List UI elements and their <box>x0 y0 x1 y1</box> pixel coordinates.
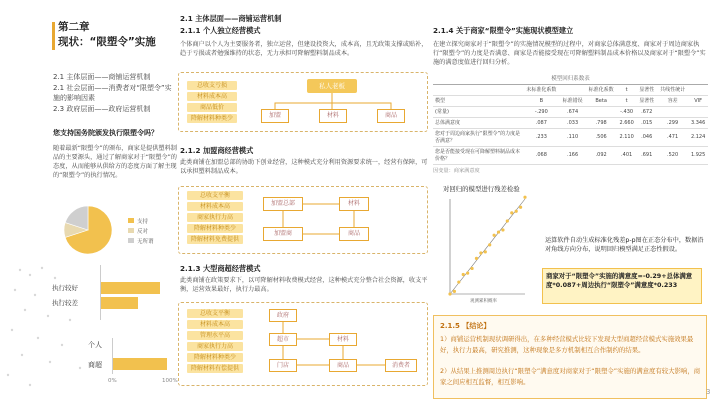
table-cell: .299 <box>657 118 688 129</box>
table-row <box>433 96 708 107</box>
table-cell: 显著性 <box>636 85 656 96</box>
legend-label: 支持 <box>137 219 149 225</box>
section-2-1-2-title: 2.1.2 加盟商经营模式 <box>180 146 254 155</box>
bar-supermarket <box>112 358 167 370</box>
legend-swatch-neutral <box>128 238 134 243</box>
bottom-label-supermarket: 商超 <box>88 361 102 369</box>
pp-point <box>466 272 469 275</box>
section-2-1-title: 2.1 主体层面——商铺运营机制 <box>180 14 282 23</box>
table-cell: 共线性统计 <box>657 85 688 96</box>
toc-item[interactable]: 2.3 政府层面——政府运营机制 <box>53 104 151 113</box>
diagram-tag: 总收支平衡 <box>187 191 243 200</box>
table <box>433 84 708 165</box>
table-cell: -.430 <box>617 107 637 118</box>
pp-point <box>453 290 456 293</box>
table-cell: .506 <box>586 129 617 147</box>
section-2-1-2-body: 此类商铺在加盟总部的协助下创业经营，这种模式充分利用资源要求统一，经营有保障，可以承担塑料制品成本。 <box>180 159 428 176</box>
table-of-contents <box>53 72 173 114</box>
diagram-franchise <box>178 186 428 254</box>
diagram-node: 加盟总部 <box>263 197 303 211</box>
section-2-1-1-title: 2.1.1 个人独立经营模式 <box>180 26 261 35</box>
pp-point <box>470 267 473 270</box>
pp-point <box>493 234 496 237</box>
table-title: 模型回归系数表 <box>551 76 590 82</box>
diagram-tag: 总收支亏损 <box>187 81 237 90</box>
table-cell: 模型 <box>433 96 523 107</box>
bottom-label-individual: 个人 <box>88 341 102 349</box>
table-cell <box>560 85 586 96</box>
diagram-tag: 总收支平衡 <box>187 309 243 318</box>
table-cell <box>433 85 523 96</box>
diagram-tag: 降解材料种类少 <box>187 114 237 123</box>
axis-tick: 100% <box>162 378 178 384</box>
table-cell: 1.925 <box>688 147 708 165</box>
section-2-1-3-title: 2.1.3 大型商超经营模式 <box>180 264 261 273</box>
table-cell <box>688 107 708 118</box>
diagram-tag: 材料成本高 <box>187 202 243 211</box>
table-cell: .166 <box>560 147 586 165</box>
residual-check-title: 对回归的模型进行残差检验 <box>443 185 520 193</box>
pp-point <box>462 273 465 276</box>
table-cell: .674 <box>560 107 586 118</box>
conclusion-box <box>433 315 707 399</box>
regression-table <box>433 74 708 174</box>
section-2-1-3-body: 此类商铺在政策要求下，以可降解材料收费模式经营，这种模式充分整合社会资源，收支平衡，运营效果最好，执行力最高。 <box>180 277 428 294</box>
table-cell <box>657 107 688 118</box>
table-cell: 总体满意度 <box>433 118 523 129</box>
conclusion-p1: 1）商铺运营机制现状调研得出，在多种经营模式比较下发现大型商超经营模式实施效果最好，执行力最高，研究推测，这种现象是多方机制相互合作制约的结果。 <box>440 335 694 354</box>
diagram-node: 政府 <box>269 309 297 322</box>
table-cell: 2.110 <box>617 129 637 147</box>
pp-point <box>479 251 482 254</box>
pp-point <box>448 292 451 295</box>
table-cell: Beta <box>586 96 617 107</box>
pp-point <box>497 230 500 233</box>
bar-label-poor: 执行较差 <box>52 299 78 307</box>
diagram-tag: 降解材料种类少 <box>187 353 243 362</box>
table-cell: .691 <box>636 147 656 165</box>
axis-tick: 0% <box>108 378 117 384</box>
residual-explanation: 运算软件自动生成标准化残差p-p图在正态分布中，数据沿对角线方向分布，说明回归模型满足正态性假设。 <box>545 237 704 254</box>
table-cell: 显著性 <box>636 96 656 107</box>
table-row <box>433 118 708 129</box>
conclusion-p2: 2）从结果上推测周边执行“限塑令”满意度对商家对于“限塑令”实施的满意度有较大影响，商家之间应相互监督，相互影响。 <box>440 367 701 386</box>
table-cell: .471 <box>657 129 688 147</box>
table-cell: 您是否能接受现在可降解塑料制品成本价格？ <box>433 147 523 165</box>
table-cell <box>688 85 708 96</box>
table-cell: t <box>617 85 637 96</box>
pp-point <box>510 211 513 214</box>
table-cell: 您对于周边商家执行“限塑令”的力度是否满意？ <box>433 129 523 147</box>
survey-question: 您支持国务院颁发执行限塑令吗？ <box>53 129 158 137</box>
table-cell: .087 <box>523 118 560 129</box>
pp-point <box>457 280 460 283</box>
diagram-individual <box>178 72 428 132</box>
pp-point <box>506 219 509 222</box>
diagram-tag: 商家执行力高 <box>187 213 243 222</box>
table-cell: .672 <box>636 107 656 118</box>
table-cell: .520 <box>657 147 688 165</box>
table-cell: .110 <box>560 129 586 147</box>
bar-label-good: 执行较好 <box>52 284 78 292</box>
pp-point <box>501 228 504 231</box>
table-cell: VIF <box>688 96 708 107</box>
diagram-node: 商品 <box>339 227 369 241</box>
diagram-tag: 降解材料有偿提供 <box>187 364 243 373</box>
chapter-title: 第二章 现状：“限塑令”实施 <box>58 21 156 48</box>
table-cell: -.290 <box>523 107 560 118</box>
diagram-node: 商品 <box>377 109 405 123</box>
pp-point <box>519 206 522 209</box>
table-cell: 3.346 <box>688 118 708 129</box>
diagram-node: 门店 <box>269 359 297 372</box>
table-cell: B <box>523 96 560 107</box>
regression-formula: 商家对于“限塑令”实施的满意度=-0.29+总体满意度*0.087+周边执行“限塑令”满意度*0.233 <box>542 268 702 304</box>
bar-axis <box>100 265 101 320</box>
bar-good <box>100 282 160 294</box>
legend-label: 无所谓 <box>137 239 154 245</box>
table-cell: .068 <box>523 147 560 165</box>
survey-question-body: 随着最新“限塑令”的颁布，商家是提供塑料制品的主要源头，通过了解商家对于“限塑令”的态度，从而能够从供给方的态度方面了解主现的“限塑令”的执行情况。 <box>53 145 177 179</box>
diagram-node: 加盟商 <box>263 227 303 241</box>
table-cell: .798 <box>586 118 617 129</box>
section-2-1-1-body: 个体商户以个人为主要服务者，独立运营，但建设投资大，成本高，且无政策支撑或贴补，趋于亏损或者勉强维持的状态，无力承担可降解塑料制品成本。 <box>180 41 428 58</box>
table-cell: 标准化系数 <box>586 85 617 96</box>
section-2-1-4-body: 在建立探究商家对于“限塑令”的实施情况模型的过程中，对商家总体满意度、商家对于周边商家执行“限塑令”的力度是否满意、商家是否能接受现在可降解塑料制品成本价格以及商家对于“限塑令”实施的满意度值进行回归分析。 <box>433 41 706 67</box>
table-cell: .033 <box>560 118 586 129</box>
diagram-tag: 商品低价 <box>187 103 237 112</box>
bar-poor <box>100 297 138 309</box>
conclusion-title: 2.1.5 【结论】 <box>440 322 491 330</box>
page-number: 3 <box>706 388 711 396</box>
diagram-tag: 商家执行力高 <box>187 342 243 351</box>
pp-point <box>475 257 478 260</box>
table-cell: .015 <box>636 118 656 129</box>
residual-axis-label: 观测累积概率 <box>470 299 497 304</box>
diagram-owner-node: 私人老板 <box>307 79 357 93</box>
table-cell: .046 <box>636 129 656 147</box>
pp-point <box>484 250 487 253</box>
diagram-node: 材料 <box>329 333 357 346</box>
diagram-node: 超市 <box>269 333 297 346</box>
pp-point <box>523 196 526 199</box>
diagram-node: 消费者 <box>385 359 417 372</box>
diagram-tag: 材料成本高 <box>187 320 243 329</box>
table-cell <box>586 107 617 118</box>
diagram-supermarket <box>178 302 428 386</box>
diagram-tag: 管理水平高 <box>187 331 243 340</box>
table-cell: 2.124 <box>688 129 708 147</box>
table-note: 因变量：商家满意度 <box>433 168 480 174</box>
table-cell: 2.660 <box>617 118 637 129</box>
legend-swatch-oppose <box>128 228 134 233</box>
pp-point <box>515 210 518 213</box>
toc-item[interactable]: 2.1 社会层面——消费者对“限塑令”实施的影响因素 <box>53 83 172 102</box>
table-cell: .092 <box>586 147 617 165</box>
diagram-tag: 材料成本高 <box>187 92 237 101</box>
diagram-connectors <box>179 187 429 255</box>
table-row <box>433 129 708 147</box>
diagram-tag: 降解材料种类少 <box>187 224 243 233</box>
diagram-node: 商品 <box>329 359 357 372</box>
toc-item[interactable]: 2.1 主体层面——商铺运营机制 <box>53 73 151 81</box>
residual-pp-plot <box>440 194 530 304</box>
legend-swatch-support <box>128 218 134 223</box>
section-2-1-4-title: 2.1.4 关于商家“限塑令”实施现状模型建立 <box>433 26 574 35</box>
diagram-node: 材料 <box>339 197 369 211</box>
table-cell: .233 <box>523 129 560 147</box>
diagram-tag: 降解材料免费提供 <box>187 235 243 244</box>
table-cell: t <box>617 96 637 107</box>
diagram-node: 材料 <box>319 109 347 123</box>
diagram-connectors <box>179 303 429 387</box>
diagram-connectors <box>179 73 429 133</box>
legend-label: 反对 <box>137 229 149 235</box>
table-row <box>433 85 708 96</box>
background-world-map-texture <box>0 250 180 405</box>
table-row <box>433 107 708 118</box>
table-cell: .401 <box>617 147 637 165</box>
diagram-node: 加盟 <box>261 109 289 123</box>
pp-point <box>488 243 491 246</box>
table-cell: (常量) <box>433 107 523 118</box>
chapter-accent-bar <box>52 22 55 50</box>
table-cell: 容差 <box>657 96 688 107</box>
table-row <box>433 147 708 165</box>
table-cell: 标准错误 <box>560 96 586 107</box>
table-cell: 未标准化系数 <box>523 85 560 96</box>
bottom-axis <box>112 338 113 374</box>
